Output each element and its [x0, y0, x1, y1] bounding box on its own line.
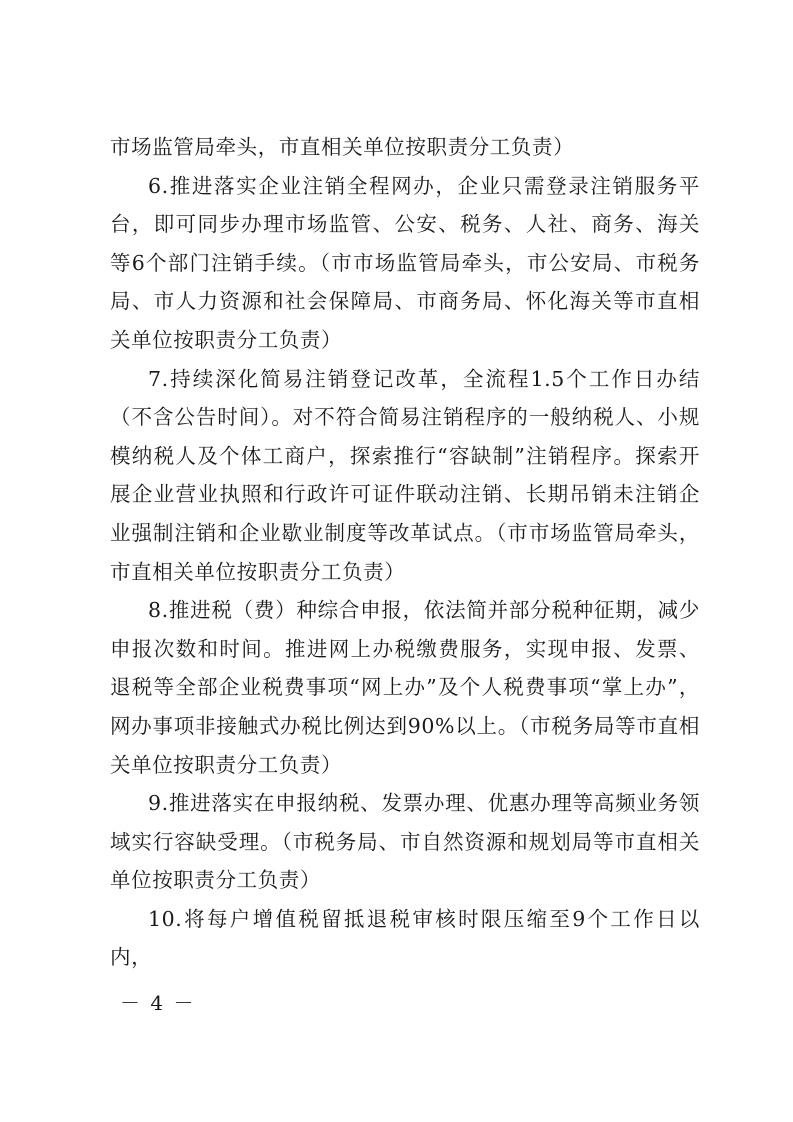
paragraph-item-6: 6.推进落实企业注销全程网办，企业只需登录注销服务平台，即可同步办理市场监管、公安、税务、人社、商务、海关等6个部门注销手续。（市市场监管局牵头，市公安局、市税务局、市人力资源和社会保障局、市商务局、怀化海关等市直相关单位按职责分工负责）: [110, 173, 700, 352]
page-number: － 4 －: [120, 991, 196, 1015]
paragraph-item-9: 9.推进落实在申报纳税、发票办理、优惠办理等高频业务领域实行容缺受理。（市税务局、市自然资源和规划局等市直相关单位按职责分工负责）: [110, 791, 700, 893]
body-text: [110, 128, 700, 977]
paragraph-item-7: 7.持续深化简易注销登记改革，全流程1.5个工作日办结（不含公告时间）。对不符合简易注销程序的一般纳税人、小规模纳税人及个体工商户，探索推行“容缺制”注销程序。探索开展企业营业执照和行政许可证件联动注销、长期吊销未注销企业强制注销和企业歇业制度等改革试点。（市市场监管局牵头，市直相关单位按职责分工负责）: [110, 366, 700, 584]
paragraph-item-10: 10.将每户增值税留抵退税审核时限压缩至9个工作日以内，: [110, 906, 700, 970]
paragraph-continued: 市场监管局牵头，市直相关单位按职责分工负责）: [110, 135, 575, 159]
paragraph-item-8: 8.推进税（费）种综合申报，依法简并部分税种征期，减少申报次数和时间。推进网上办税缴费服务，实现申报、发票、退税等全部企业税费事项“网上办”及个人税费事项“掌上办”，网办事项非接触式办税比例达到90%以上。（市税务局等市直相关单位按职责分工负责）: [110, 598, 700, 777]
